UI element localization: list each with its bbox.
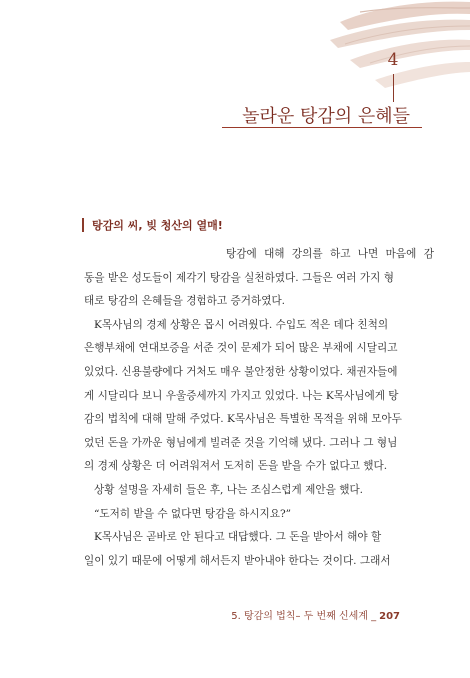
body-text [84, 243, 434, 573]
body-line: 었던 돈을 가까운 형님에게 빌려준 것을 기억해 냈다. 그러나 그 형님 [84, 436, 398, 449]
chapter-divider-line [393, 74, 394, 102]
chapter-title: 놀라운 탕감의 은혜들 [242, 106, 410, 127]
body-line: 탕감에 대해 강의를 하고 나면 마음에 감 [226, 248, 434, 260]
page-footer [231, 607, 400, 622]
body-line: 의 경제 상황은 더 어려워져서 도저히 돈을 받을 수가 없다고 했다. [84, 460, 388, 473]
body-line: “도저히 받을 수 없다면 탕감을 하시지요?” [94, 507, 292, 520]
body-line: 동을 받은 성도들이 제각기 탕감을 실천하였다. 그들은 여러 가지 형 [84, 271, 394, 284]
body-line: 은행부채에 연대보증을 서준 것이 문제가 되어 많은 부채에 시달리고 [84, 342, 398, 355]
body-line: 감의 법칙에 대해 말해 주었다. K목사님은 특별한 목적을 위해 모아두 [84, 413, 402, 426]
running-title: 5. 탕감의 법칙– 두 번째 신세계 _ [231, 611, 377, 622]
title-underline [222, 127, 422, 128]
brush-stroke-decoration [320, 0, 470, 90]
chapter-number: 4 [387, 50, 399, 70]
body-line: 태로 탕감의 은혜들을 경험하고 증거하였다. [84, 295, 286, 308]
body-line: 있었다. 신용불량에다 거처도 매우 불안정한 상황이었다. 채권자들에 [84, 365, 398, 378]
body-line: 상황 설명을 자세히 들은 후, 나는 조심스럽게 제안을 했다. [94, 483, 364, 496]
page-number: 207 [379, 611, 400, 622]
body-line: 게 시달리다 보니 우울증세까지 가지고 있었다. 나는 K목사님에게 탕 [84, 389, 399, 402]
section-marker-bar [82, 218, 84, 232]
section-heading: 탕감의 씨, 빚 청산의 열매! [92, 219, 223, 232]
body-line: 일이 있기 때문에 어떻게 해서든지 받아내야 한다는 것이다. 그래서 [84, 554, 391, 567]
body-line: K목사님은 곧바로 안 된다고 대답했다. 그 돈을 받아서 해야 할 [94, 531, 382, 544]
body-line: K목사님의 경제 상황은 몹시 어려웠다. 수입도 적은 데다 친척의 [94, 318, 389, 331]
